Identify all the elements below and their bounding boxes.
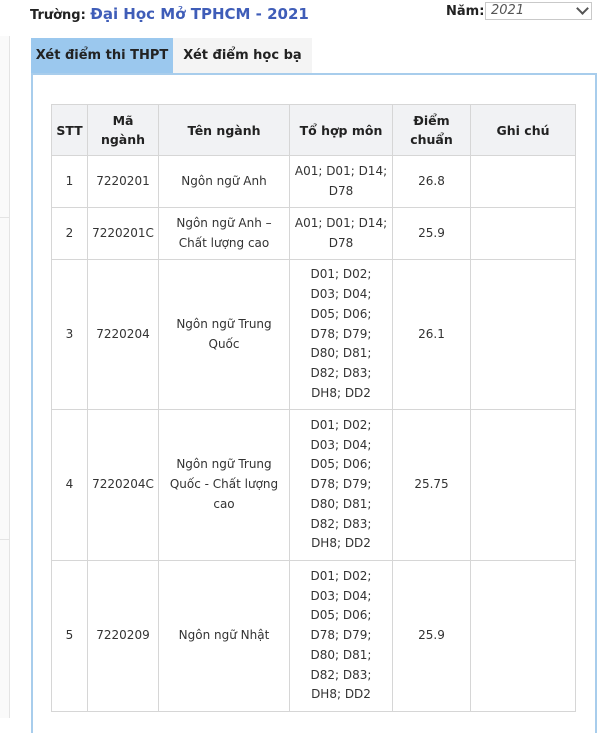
cell-stt: 2	[52, 208, 88, 260]
cell-subject-combos: D01; D02; D03; D04; D05; D06; D78; D79; D80; D81; D82; D83; DH8; DD2	[290, 410, 393, 561]
cell-stt: 4	[52, 410, 88, 561]
admission-score-table	[51, 104, 576, 712]
year-select[interactable]	[485, 2, 592, 20]
left-sidebar-strip	[0, 36, 10, 718]
tab-transcript[interactable]: Xét điểm học bạ	[173, 38, 312, 73]
cell-major-name: Ngôn ngữ Anh	[159, 156, 290, 208]
table-row	[52, 410, 576, 561]
cell-major-name: Ngôn ngữ Anh – Chất lượng cao	[159, 208, 290, 260]
col-header-cutoff-score: Điểm chuẩn	[393, 105, 471, 156]
year-filter	[446, 2, 525, 22]
year-select-value: 2021	[491, 3, 525, 18]
tab-thpt-exam[interactable]: Xét điểm thi THPT	[31, 38, 173, 73]
cell-cutoff-score: 25.9	[393, 561, 471, 712]
cell-subject-combos: D01; D02; D03; D04; D05; D06; D78; D79; D80; D81; D82; D83; DH8; DD2	[290, 561, 393, 712]
cell-cutoff-score: 25.9	[393, 208, 471, 260]
cell-stt: 1	[52, 156, 88, 208]
cell-note	[471, 561, 576, 712]
cell-note	[471, 208, 576, 260]
table-row	[52, 208, 576, 260]
cell-note	[471, 156, 576, 208]
cell-subject-combos: D01; D02; D03; D04; D05; D06; D78; D79; D80; D81; D82; D83; DH8; DD2	[290, 260, 393, 410]
cell-major-name: Ngôn ngữ Nhật	[159, 561, 290, 712]
col-header-note: Ghi chú	[471, 105, 576, 156]
col-header-major-name: Tên ngành	[159, 105, 290, 156]
col-header-stt: STT	[52, 105, 88, 156]
cell-code: 7220204C	[88, 410, 159, 561]
cell-code: 7220204	[88, 260, 159, 410]
col-header-code: Mã ngành	[88, 105, 159, 156]
cell-major-name: Ngôn ngữ Trung Quốc	[159, 260, 290, 410]
cell-stt: 3	[52, 260, 88, 410]
chevron-down-icon	[576, 2, 589, 15]
table-row	[52, 260, 576, 410]
sidebar-divider	[0, 217, 9, 218]
school-name[interactable]: Đại Học Mở TPHCM - 2021	[90, 5, 309, 23]
year-label: Năm:	[446, 4, 485, 19]
col-header-subject-combos: Tổ hợp môn	[290, 105, 393, 156]
cell-subject-combos: A01; D01; D14; D78	[290, 156, 393, 208]
cell-code: 7220209	[88, 561, 159, 712]
cell-note	[471, 410, 576, 561]
school-label: Trường:	[30, 8, 86, 23]
table-header-row	[52, 105, 576, 156]
cell-cutoff-score: 25.75	[393, 410, 471, 561]
cell-code: 7220201C	[88, 208, 159, 260]
sidebar-divider	[0, 539, 9, 540]
cell-note	[471, 260, 576, 410]
cell-major-name: Ngôn ngữ Trung Quốc - Chất lượng cao	[159, 410, 290, 561]
cell-cutoff-score: 26.8	[393, 156, 471, 208]
cell-code: 7220201	[88, 156, 159, 208]
cell-stt: 5	[52, 561, 88, 712]
table-row	[52, 561, 576, 712]
school-header	[30, 4, 309, 24]
cell-subject-combos: A01; D01; D14; D78	[290, 208, 393, 260]
table-row	[52, 156, 576, 208]
cell-cutoff-score: 26.1	[393, 260, 471, 410]
